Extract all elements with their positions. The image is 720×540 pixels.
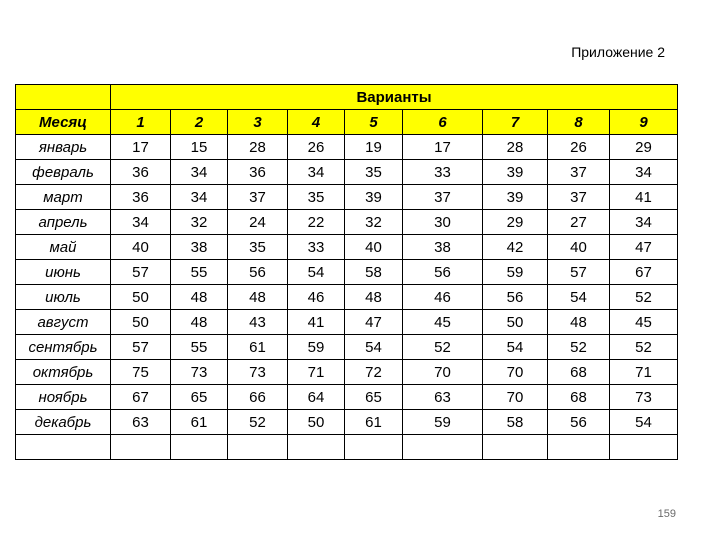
empty-cell xyxy=(171,435,228,460)
value-cell: 35 xyxy=(228,235,288,260)
month-cell: апрель xyxy=(16,210,111,235)
value-cell: 39 xyxy=(483,160,548,185)
value-cell: 58 xyxy=(483,410,548,435)
value-cell: 68 xyxy=(548,385,610,410)
value-cell: 37 xyxy=(403,185,483,210)
month-cell: февраль xyxy=(16,160,111,185)
value-cell: 32 xyxy=(345,210,403,235)
value-cell: 75 xyxy=(111,360,171,385)
value-cell: 30 xyxy=(403,210,483,235)
table-row xyxy=(16,360,678,385)
variants-title-row xyxy=(16,85,678,110)
value-cell: 56 xyxy=(483,285,548,310)
empty-row xyxy=(16,435,678,460)
table-row xyxy=(16,160,678,185)
value-cell: 71 xyxy=(610,360,678,385)
value-cell: 45 xyxy=(403,310,483,335)
value-cell: 55 xyxy=(171,335,228,360)
value-cell: 15 xyxy=(171,135,228,160)
value-cell: 52 xyxy=(610,285,678,310)
value-cell: 54 xyxy=(483,335,548,360)
value-cell: 67 xyxy=(610,260,678,285)
value-cell: 35 xyxy=(345,160,403,185)
value-cell: 56 xyxy=(548,410,610,435)
table-row xyxy=(16,235,678,260)
value-cell: 50 xyxy=(111,285,171,310)
value-cell: 56 xyxy=(403,260,483,285)
value-cell: 50 xyxy=(483,310,548,335)
value-cell: 26 xyxy=(548,135,610,160)
value-cell: 34 xyxy=(610,160,678,185)
value-cell: 39 xyxy=(345,185,403,210)
month-cell: январь xyxy=(16,135,111,160)
value-cell: 70 xyxy=(403,360,483,385)
table-row xyxy=(16,260,678,285)
variant-number-header: 4 xyxy=(288,110,345,135)
value-cell: 48 xyxy=(228,285,288,310)
value-cell: 67 xyxy=(111,385,171,410)
value-cell: 34 xyxy=(171,160,228,185)
value-cell: 34 xyxy=(111,210,171,235)
value-cell: 47 xyxy=(345,310,403,335)
value-cell: 73 xyxy=(171,360,228,385)
value-cell: 61 xyxy=(345,410,403,435)
table-row xyxy=(16,135,678,160)
value-cell: 36 xyxy=(111,160,171,185)
value-cell: 65 xyxy=(345,385,403,410)
value-cell: 72 xyxy=(345,360,403,385)
value-cell: 57 xyxy=(111,260,171,285)
table-row xyxy=(16,335,678,360)
value-cell: 34 xyxy=(171,185,228,210)
value-cell: 28 xyxy=(483,135,548,160)
value-cell: 54 xyxy=(610,410,678,435)
value-cell: 48 xyxy=(171,310,228,335)
value-cell: 59 xyxy=(403,410,483,435)
value-cell: 48 xyxy=(171,285,228,310)
month-cell: август xyxy=(16,310,111,335)
value-cell: 54 xyxy=(345,335,403,360)
value-cell: 63 xyxy=(111,410,171,435)
value-cell: 70 xyxy=(483,385,548,410)
variant-number-header: 8 xyxy=(548,110,610,135)
variant-number-header: 5 xyxy=(345,110,403,135)
month-cell: сентябрь xyxy=(16,335,111,360)
value-cell: 40 xyxy=(548,235,610,260)
empty-cell xyxy=(228,435,288,460)
value-cell: 33 xyxy=(403,160,483,185)
value-cell: 65 xyxy=(171,385,228,410)
month-cell: ноябрь xyxy=(16,385,111,410)
value-cell: 28 xyxy=(228,135,288,160)
variants-table xyxy=(15,84,678,460)
value-cell: 29 xyxy=(483,210,548,235)
variant-number-header: 9 xyxy=(610,110,678,135)
table-row xyxy=(16,310,678,335)
value-cell: 45 xyxy=(610,310,678,335)
value-cell: 66 xyxy=(228,385,288,410)
value-cell: 52 xyxy=(403,335,483,360)
value-cell: 57 xyxy=(548,260,610,285)
value-cell: 37 xyxy=(548,160,610,185)
value-cell: 26 xyxy=(288,135,345,160)
value-cell: 52 xyxy=(548,335,610,360)
value-cell: 52 xyxy=(610,335,678,360)
value-cell: 52 xyxy=(228,410,288,435)
value-cell: 32 xyxy=(171,210,228,235)
value-cell: 34 xyxy=(610,210,678,235)
empty-cell xyxy=(16,435,111,460)
value-cell: 54 xyxy=(288,260,345,285)
month-cell: декабрь xyxy=(16,410,111,435)
value-cell: 61 xyxy=(228,335,288,360)
empty-cell xyxy=(610,435,678,460)
variant-number-header: 7 xyxy=(483,110,548,135)
month-cell: май xyxy=(16,235,111,260)
value-cell: 73 xyxy=(610,385,678,410)
value-cell: 40 xyxy=(111,235,171,260)
month-cell: март xyxy=(16,185,111,210)
value-cell: 73 xyxy=(228,360,288,385)
variant-number-header: 6 xyxy=(403,110,483,135)
value-cell: 58 xyxy=(345,260,403,285)
table-row xyxy=(16,210,678,235)
table-row xyxy=(16,285,678,310)
table-row xyxy=(16,185,678,210)
empty-cell xyxy=(111,435,171,460)
value-cell: 70 xyxy=(483,360,548,385)
value-cell: 41 xyxy=(288,310,345,335)
variant-number-header: 2 xyxy=(171,110,228,135)
value-cell: 61 xyxy=(171,410,228,435)
value-cell: 41 xyxy=(610,185,678,210)
value-cell: 39 xyxy=(483,185,548,210)
value-cell: 46 xyxy=(403,285,483,310)
value-cell: 59 xyxy=(483,260,548,285)
variant-number-header: 1 xyxy=(111,110,171,135)
value-cell: 17 xyxy=(111,135,171,160)
value-cell: 35 xyxy=(288,185,345,210)
value-cell: 57 xyxy=(111,335,171,360)
empty-cell xyxy=(483,435,548,460)
value-cell: 22 xyxy=(288,210,345,235)
month-cell: июнь xyxy=(16,260,111,285)
value-cell: 64 xyxy=(288,385,345,410)
value-cell: 36 xyxy=(111,185,171,210)
value-cell: 47 xyxy=(610,235,678,260)
value-cell: 55 xyxy=(171,260,228,285)
value-cell: 54 xyxy=(548,285,610,310)
value-cell: 37 xyxy=(548,185,610,210)
value-cell: 46 xyxy=(288,285,345,310)
value-cell: 34 xyxy=(288,160,345,185)
value-cell: 40 xyxy=(345,235,403,260)
value-cell: 24 xyxy=(228,210,288,235)
variant-numbers-row xyxy=(16,110,678,135)
value-cell: 50 xyxy=(111,310,171,335)
empty-cell xyxy=(548,435,610,460)
value-cell: 50 xyxy=(288,410,345,435)
value-cell: 48 xyxy=(548,310,610,335)
empty-cell xyxy=(288,435,345,460)
value-cell: 43 xyxy=(228,310,288,335)
appendix-label: Приложение 2 xyxy=(571,44,665,60)
value-cell: 17 xyxy=(403,135,483,160)
variant-number-header: 3 xyxy=(228,110,288,135)
month-cell: июль xyxy=(16,285,111,310)
value-cell: 38 xyxy=(403,235,483,260)
value-cell: 63 xyxy=(403,385,483,410)
value-cell: 56 xyxy=(228,260,288,285)
value-cell: 71 xyxy=(288,360,345,385)
value-cell: 27 xyxy=(548,210,610,235)
value-cell: 59 xyxy=(288,335,345,360)
value-cell: 37 xyxy=(228,185,288,210)
value-cell: 36 xyxy=(228,160,288,185)
value-cell: 48 xyxy=(345,285,403,310)
value-cell: 19 xyxy=(345,135,403,160)
value-cell: 68 xyxy=(548,360,610,385)
value-cell: 42 xyxy=(483,235,548,260)
empty-cell xyxy=(403,435,483,460)
page-number: 159 xyxy=(657,508,676,520)
table-row xyxy=(16,410,678,435)
month-column-header: Месяц xyxy=(16,110,111,135)
corner-cell xyxy=(16,85,111,110)
value-cell: 38 xyxy=(171,235,228,260)
value-cell: 33 xyxy=(288,235,345,260)
month-cell: октябрь xyxy=(16,360,111,385)
empty-cell xyxy=(345,435,403,460)
variants-title: Варианты xyxy=(111,85,678,110)
value-cell: 29 xyxy=(610,135,678,160)
table-row xyxy=(16,385,678,410)
